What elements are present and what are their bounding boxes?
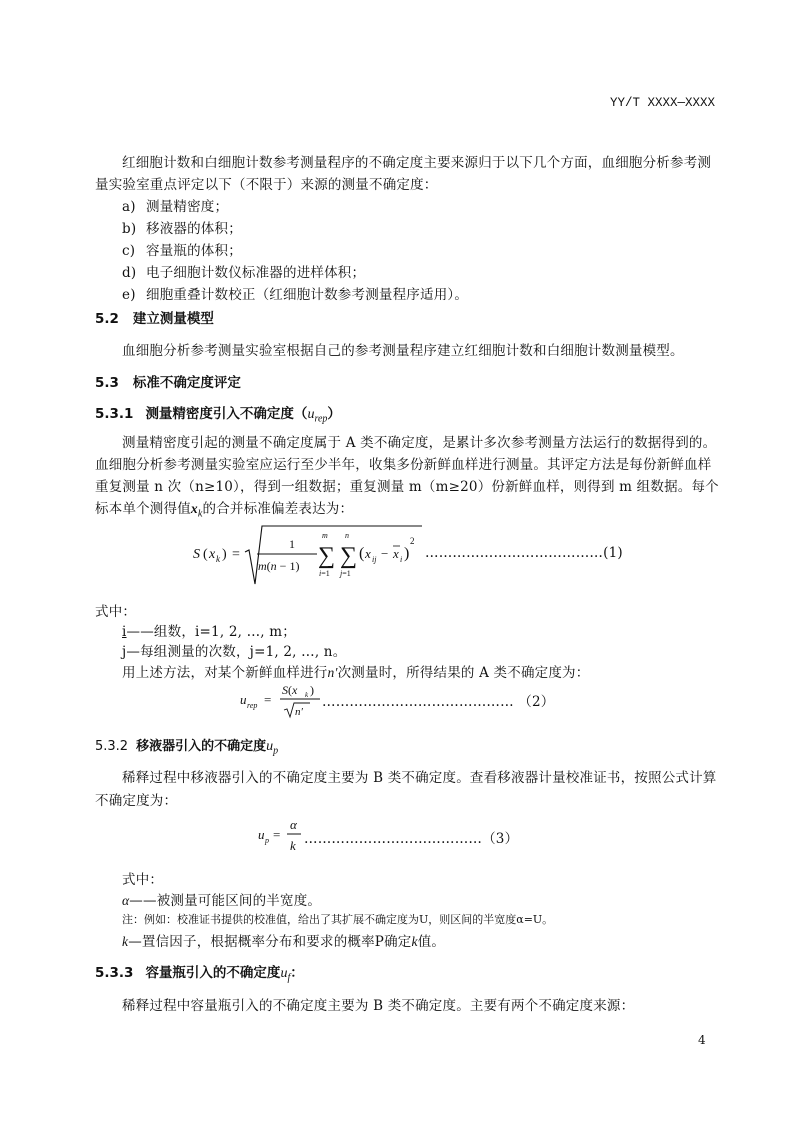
- list-item: c) 容量瓶的体积；: [122, 243, 242, 259]
- svg-text:): ): [222, 547, 227, 562]
- list-item: a) 测量精密度；: [122, 199, 229, 215]
- list-item: e) 细胞重叠计数校正（红细胞计数参考测量程序适用）。: [122, 287, 469, 303]
- intro-line-1: 红细胞计数和白细胞计数参考测量程序的不确定度主要来源归于以下几个方面，血细胞分析参考测: [122, 155, 712, 171]
- svg-text:1: 1: [289, 537, 295, 551]
- pipette-paragraph-line-2: 不确定度为：: [95, 793, 178, 809]
- section-5-2-paragraph: 血细胞分析参考测量实验室根据自己的参考测量程序建立红细胞计数和白细胞计数测量模型。: [122, 343, 684, 359]
- svg-text:rep: rep: [247, 701, 258, 710]
- equation-1-leader: …………………………………(1): [425, 545, 623, 561]
- svg-text:i: i: [400, 555, 403, 564]
- svg-text:−: −: [381, 546, 389, 561]
- where-label-2: 式中：: [122, 872, 164, 888]
- svg-text:S: S: [193, 547, 200, 562]
- svg-text:x: x: [209, 547, 216, 562]
- svg-text:x: x: [393, 546, 399, 561]
- precision-paragraph-line-1: 测量精密度引起的测量不确定度属于 A 类不确定度，是累计多次参考测量方法运行的数据得到的。: [122, 435, 717, 451]
- svg-text:∑: ∑: [318, 543, 336, 569]
- pooled-sd-formula: [190, 518, 426, 590]
- svg-text:k: k: [305, 691, 309, 699]
- svg-text:(: (: [359, 545, 365, 562]
- svg-text:u: u: [258, 827, 265, 842]
- svg-text:n′: n′: [295, 706, 303, 718]
- definition-i: i——组数，i=1, 2, …, m；: [122, 624, 296, 640]
- page-number: 4: [698, 1033, 706, 1047]
- svg-text:): ): [310, 683, 314, 697]
- volumetric-flask-paragraph: 稀释过程中容量瓶引入的不确定度主要为 B 类不确定度。主要有两个不确定度来源：: [122, 998, 635, 1014]
- equation-2-leader: …………………………………… （2）: [322, 694, 555, 710]
- u-p-formula: [256, 812, 306, 856]
- svg-text:2: 2: [410, 536, 415, 546]
- svg-text:S(x: S(x: [282, 683, 298, 697]
- svg-text:p: p: [265, 836, 269, 845]
- document-id: YY/T XXXX—XXXX: [609, 96, 715, 110]
- list-item: b) 移液器的体积；: [122, 221, 242, 237]
- svg-text:x: x: [365, 546, 371, 561]
- section-5-2-heading: 5.2 建立测量模型: [95, 311, 214, 327]
- section-5-3-3-heading: 5.3.3 容量瓶引入的不确定度$u_f$：: [95, 965, 304, 984]
- where-label-1: 式中：: [95, 604, 137, 620]
- svg-text:m: m: [322, 531, 328, 540]
- precision-paragraph-line-2: 血细胞分析参考测量实验室应运行至少半年，收集多份新鲜血样进行测量。其评定方法是每份新鲜血样: [95, 457, 712, 473]
- apply-method-text: 用上述方法，对某个新鲜血样进行n′次测量时，所得结果的 A 类不确定度为：: [122, 665, 590, 681]
- section-5-3-2-heading: 5.3.2 移液器引入的不确定度$u_p$: [95, 739, 279, 757]
- svg-text:α: α: [290, 817, 297, 832]
- svg-text:j=1: j=1: [340, 569, 351, 578]
- svg-text:=: =: [232, 547, 240, 562]
- svg-text:k: k: [290, 838, 296, 853]
- svg-text:=: =: [273, 827, 281, 842]
- svg-text:(: (: [203, 547, 208, 562]
- pipette-paragraph-line-1: 稀释过程中移液器引入的不确定度主要为 B 类不确定度。查看移液器计量校准证书，按照公式计算: [122, 770, 717, 786]
- svg-text:∑: ∑: [340, 543, 358, 569]
- section-5-3-1-heading: 5.3.1 测量精密度引入不确定度$(u_{rep})$: [95, 406, 341, 425]
- precision-paragraph-line-4: 标本单个测得值$x_k$的合并标准偏差表达为：: [95, 501, 354, 520]
- svg-text:i=1: i=1: [319, 569, 330, 578]
- section-5-3-heading: 5.3 标准不确定度评定: [95, 375, 241, 391]
- svg-text:=: =: [264, 692, 272, 707]
- intro-line-2: 量实验室重点评定以下（不限于）来源的测量不确定度：: [95, 177, 438, 193]
- svg-text:u: u: [240, 692, 247, 707]
- svg-text:): ): [404, 545, 410, 562]
- note-calibration-example: 注：例如：校准证书提供的校准值，给出了其扩展不确定度为U，则区间的半宽度α=U。: [122, 913, 554, 926]
- definition-j: j—每组测量的次数，j=1, 2, …, n。: [122, 644, 347, 660]
- precision-paragraph-line-3: 重复测量 n 次（n≥10），得到一组数据；重复测量 m（m≥20）份新鲜血样，则得到 m 组数据。每个: [95, 479, 719, 495]
- definition-k: k—置信因子，根据概率分布和要求的概率P确定k值。: [122, 934, 446, 950]
- definition-alpha: α——被测量可能区间的半宽度。: [122, 893, 322, 909]
- svg-text:ij: ij: [372, 555, 377, 564]
- svg-text:k: k: [216, 554, 220, 564]
- u-rep-formula: [238, 678, 334, 720]
- svg-text:m(n − 1): m(n − 1): [258, 559, 300, 573]
- equation-3-leader: …………………………………（3）: [304, 831, 519, 847]
- svg-text:n: n: [345, 531, 349, 540]
- list-item: d) 电子细胞计数仪标准器的进样体积；: [122, 265, 366, 281]
